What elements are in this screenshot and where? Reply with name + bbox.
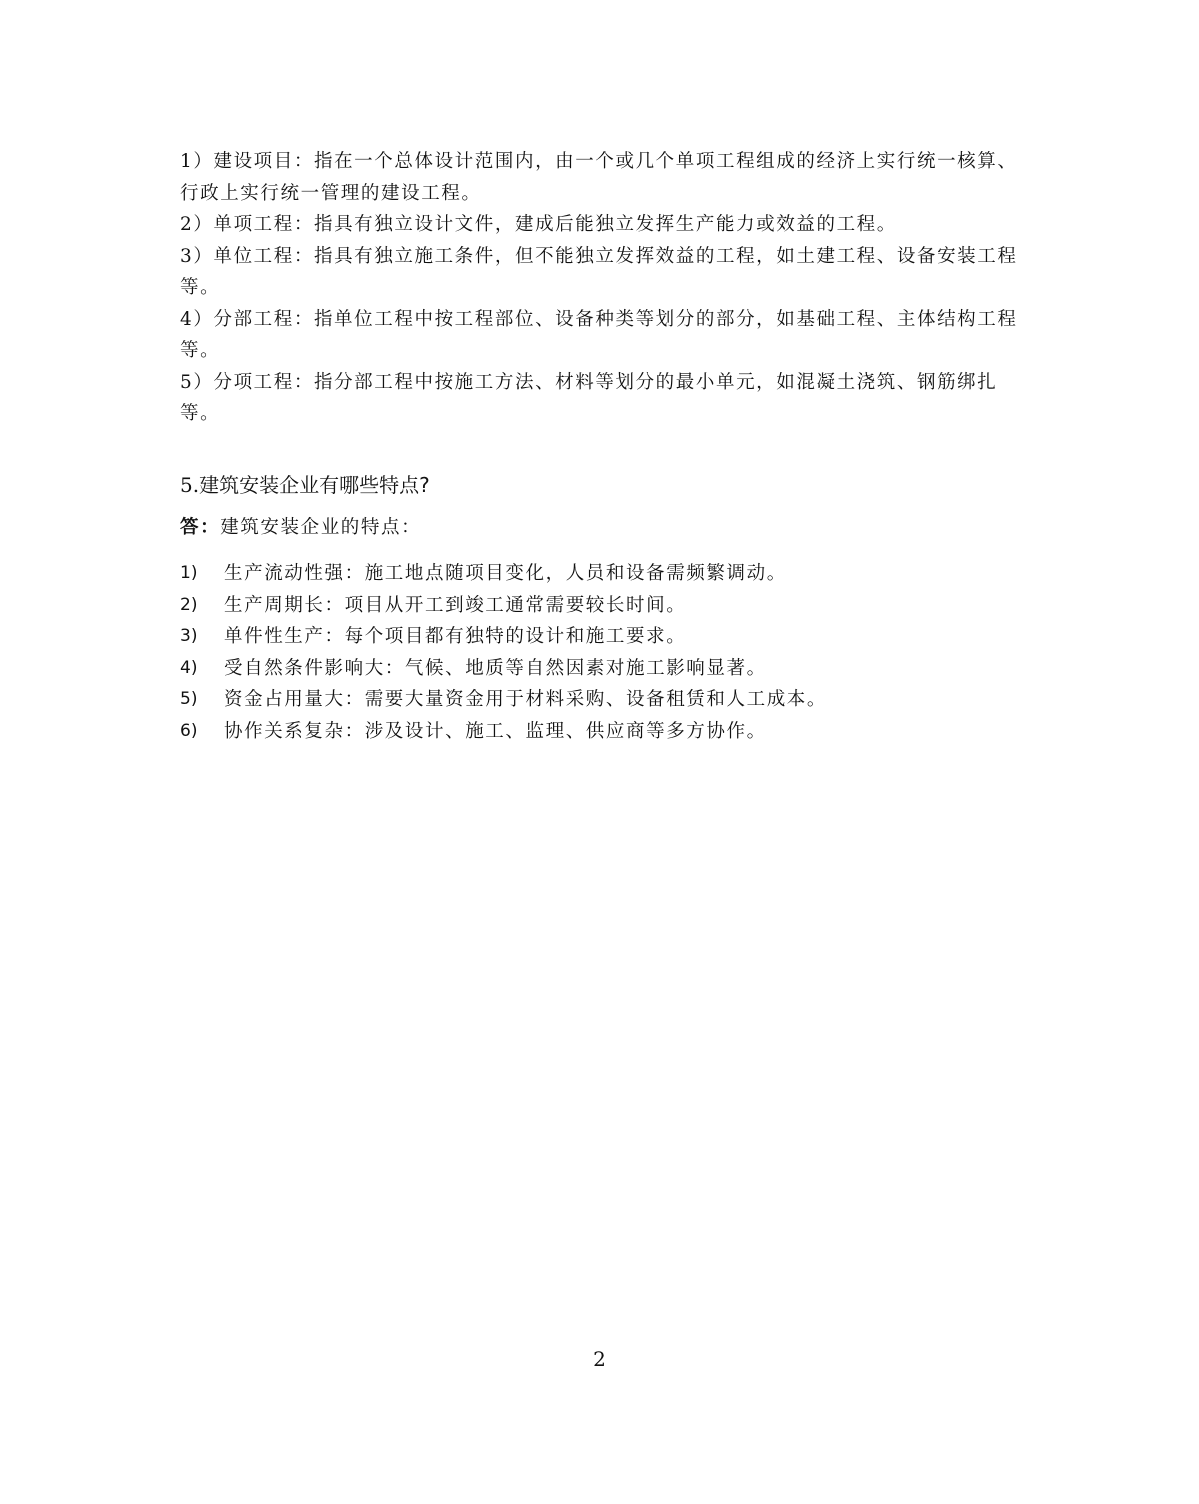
list-item-index: 5) xyxy=(180,689,198,709)
list-item-index: 4) xyxy=(180,657,198,678)
list-item xyxy=(180,558,1020,590)
list-item xyxy=(180,684,1020,716)
question-heading xyxy=(180,470,430,500)
list-item-text: 生产周期长：项目从开工到竣工通常需要较长时间。 xyxy=(224,594,687,616)
list-item xyxy=(180,716,1020,748)
list-item xyxy=(180,621,1020,653)
list-item-index: 1) xyxy=(180,563,198,583)
definition-paragraph: 5）分项工程：指分部工程中按施工方法、材料等划分的最小单元，如混凝土浇筑、钢筋绑扎等。 xyxy=(180,371,998,424)
list-item-index: 2) xyxy=(180,594,198,615)
page-number: 2 xyxy=(593,1347,606,1371)
list-item-text: 生产流动性强：施工地点随项目变化，人员和设备需频繁调动。 xyxy=(224,563,787,584)
list-item-index: 6) xyxy=(180,720,198,741)
characteristics-list xyxy=(180,558,1020,747)
question-text: 建筑安装企业有哪些特点? xyxy=(199,473,430,497)
list-item xyxy=(180,590,1020,622)
question-number: 5. xyxy=(180,473,200,497)
list-item-text: 资金占用量大：需要大量资金用于材料采购、设备租赁和人工成本。 xyxy=(224,689,828,710)
definition-paragraph: 4）分部工程：指单位工程中按工程部位、设备种类等划分的部分，如基础工程、主体结构工程等。 xyxy=(180,308,1018,361)
definitions-block xyxy=(180,146,1020,430)
list-item-text: 协作关系复杂：涉及设计、施工、监理、供应商等多方协作。 xyxy=(224,720,767,742)
answer-intro-text: 建筑安装企业的特点： xyxy=(220,517,422,538)
list-item-text: 受自然条件影响大：气候、地质等自然因素对施工影响显著。 xyxy=(224,657,767,679)
answer-label: 答： xyxy=(180,517,221,538)
answer-intro xyxy=(180,512,421,543)
definition-paragraph: 2）单项工程：指具有独立设计文件，建成后能独立发挥生产能力或效益的工程。 xyxy=(180,214,897,235)
definition-paragraph: 1）建设项目：指在一个总体设计范围内，由一个或几个单项工程组成的经济上实行统一核算、行政上实行统一管理的建设工程。 xyxy=(180,151,1018,204)
list-item-index: 3) xyxy=(180,626,198,646)
list-item-text: 单件性生产：每个项目都有独特的设计和施工要求。 xyxy=(224,626,687,647)
list-item xyxy=(180,653,1020,685)
definition-paragraph: 3）单位工程：指具有独立施工条件，但不能独立发挥效益的工程，如土建工程、设备安装工程等。 xyxy=(180,245,1018,298)
